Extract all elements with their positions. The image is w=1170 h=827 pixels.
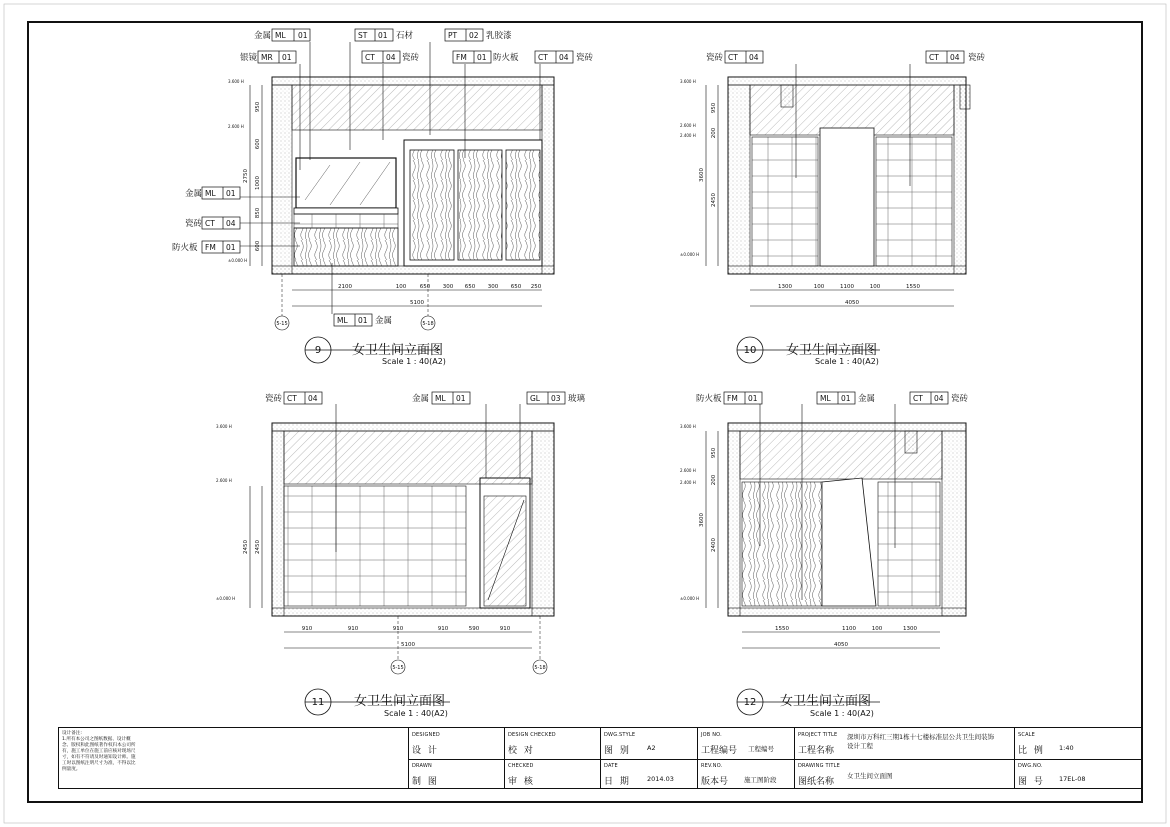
tag-11-ct04 — [265, 392, 322, 404]
tag-code: FM — [727, 394, 738, 403]
tag-prefix: 防火板 — [172, 243, 198, 253]
dwgno-value: 17EL-08 — [1059, 775, 1086, 783]
design-check-label: 校 对 — [508, 746, 535, 756]
scale-value: 1:40 — [1059, 744, 1074, 752]
project-value: 深圳市万科红三期1栋十七楼标准层公共卫生间装饰设计工程 — [847, 733, 995, 750]
tag-9-left-ml01 — [185, 187, 240, 199]
view-scale-12: Scale 1 : 40(A2) — [810, 709, 874, 718]
tag-code: CT — [538, 53, 548, 62]
dim-12-b2: 100 — [871, 626, 883, 632]
design-check-caption: DESIGN CHECKED — [508, 732, 556, 738]
scale-caption: SCALE — [1018, 732, 1036, 738]
tag-code: ML — [337, 316, 348, 325]
tag-suffix: 乳胶漆 — [486, 31, 512, 41]
tag-code: ML — [205, 189, 216, 198]
design-notes — [62, 731, 138, 773]
tag-suffix: 瓷砖 — [968, 53, 986, 63]
style-date-cell — [601, 728, 698, 788]
tag-code: CT — [913, 394, 923, 403]
title-block-divider — [409, 759, 1141, 760]
tag-num: 02 — [469, 31, 479, 40]
elevation-view-11 — [250, 404, 554, 674]
tag-num: 01 — [358, 316, 368, 325]
tag-prefix: 瓷砖 — [706, 53, 724, 63]
level-11-0: 3.600 H — [216, 424, 232, 429]
title-block — [58, 727, 1142, 789]
designed-caption: DESIGNED — [412, 732, 440, 738]
view-number-11: 11 — [311, 697, 325, 708]
tag-suffix: 金属 — [375, 316, 393, 326]
tag-code: ML — [435, 394, 446, 403]
tag-10-ct04b — [926, 51, 986, 63]
date-label: 日 期 — [604, 777, 631, 787]
tag-code: FM — [456, 53, 467, 62]
tag-11-gl03 — [527, 392, 586, 404]
dim-9-v5: 2750 — [243, 169, 249, 183]
drawing-label: 图纸名称 — [798, 777, 835, 787]
job-value: 工程编号 — [748, 745, 774, 753]
dim-9-v2: 1000 — [255, 176, 261, 190]
tag-num: 04 — [386, 53, 396, 62]
tag-num: 04 — [559, 53, 569, 62]
level-12-1: 2.600 H — [680, 468, 696, 473]
drawn-caption: DRAWN — [412, 763, 432, 769]
tag-code: ML — [275, 31, 286, 40]
dim-10-total: 4050 — [845, 300, 859, 306]
level-11-2: ±0.000 H — [216, 596, 236, 601]
tag-9-st01 — [355, 29, 414, 41]
dim-9-b3: 300 — [442, 284, 454, 290]
dim-11-v1: 2450 — [243, 540, 249, 554]
dim-9-b6: 650 — [510, 284, 522, 290]
tag-9-bottom-ml01 — [334, 314, 392, 326]
level-11-1: 2.600 H — [216, 478, 232, 483]
dim-12-v0: 950 — [711, 447, 717, 459]
tag-code: CT — [365, 53, 375, 62]
level-12-2: 2.400 H — [680, 480, 696, 485]
level-9-1: 2.600 H — [228, 124, 244, 129]
dim-10-v1: 200 — [711, 127, 717, 139]
tag-12-ct04 — [910, 392, 969, 404]
dim-12-b3: 1300 — [903, 626, 917, 632]
notes-body: 1.所有本公司之图纸数据、设计概念、版权和此图纸著作权归本公司所有，施工单位在施工前应核对现场尺寸，如有不符请及时通知设计师。施工时以图纸注明尺寸为准，不得以比例量度。 — [62, 737, 136, 772]
axis-label-11a: 5-15 — [392, 665, 404, 671]
level-10-0: 3.600 H — [680, 79, 696, 84]
tag-9-fm01 — [453, 51, 519, 63]
tag-code: CT — [287, 394, 297, 403]
tag-12-ml01 — [817, 392, 875, 404]
tag-num: 01 — [378, 31, 388, 40]
scale-dwgno-cell — [1015, 728, 1141, 788]
view-title-11: 女卫生间立面图 — [354, 694, 446, 709]
dwgno-label: 图 号 — [1018, 777, 1045, 787]
dim-9-v4: 600 — [255, 240, 261, 252]
tag-num: 01 — [226, 189, 236, 198]
dim-12-b0: 1550 — [775, 626, 789, 632]
view-title-9: 女卫生间立面图 — [352, 343, 444, 358]
tag-code: ML — [820, 394, 831, 403]
dim-11-b0: 910 — [301, 626, 313, 632]
dim-10-v3: 2450 — [711, 193, 717, 207]
dim-12-total: 4050 — [834, 642, 848, 648]
view-number-12: 12 — [743, 697, 757, 708]
date-value: 2014.03 — [647, 775, 674, 783]
dim-11-b2: 910 — [392, 626, 404, 632]
tag-9-mr01 — [240, 51, 296, 63]
dim-9-b0: 2100 — [338, 284, 352, 290]
rev-value: 施工图阶段 — [744, 776, 777, 784]
level-10-2: 2.400 H — [680, 133, 696, 138]
tag-suffix: 金属 — [858, 394, 876, 404]
dim-9-v1: 600 — [255, 138, 261, 150]
project-cell — [795, 728, 1015, 788]
tag-suffix: 瓷砖 — [402, 53, 420, 63]
tag-9-ct04 — [362, 51, 420, 63]
tag-prefix: 金属 — [254, 31, 272, 41]
tag-prefix: 金属 — [185, 189, 203, 199]
elevation-view-12 — [706, 404, 966, 648]
tag-12-fm01 — [696, 392, 762, 404]
tag-num: 01 — [282, 53, 292, 62]
dim-10-v2: 3600 — [699, 168, 705, 182]
designer-cell — [409, 728, 505, 788]
tag-9-left-fm01 — [172, 241, 240, 253]
notes-cell — [59, 728, 409, 788]
tag-11-ml01 — [412, 392, 470, 404]
view-title-10: 女卫生间立面图 — [786, 343, 878, 358]
level-12-3: ±0.000 H — [680, 596, 700, 601]
project-label: 工程名称 — [798, 746, 835, 756]
tag-code: ST — [358, 31, 368, 40]
tag-suffix: 玻璃 — [568, 394, 586, 404]
dim-11-total: 5100 — [401, 642, 415, 648]
dim-9-b4: 650 — [464, 284, 476, 290]
level-12-0: 3.600 H — [680, 424, 696, 429]
tag-suffix: 瓷砖 — [576, 53, 594, 63]
dim-9-v3: 850 — [255, 207, 261, 219]
level-10-3: ±0.000 H — [680, 252, 700, 257]
view-number-10: 10 — [743, 345, 757, 356]
tag-num: 04 — [226, 219, 236, 228]
checker-cell — [505, 728, 601, 788]
tag-9-pt02 — [445, 29, 512, 41]
dim-12-v2: 3600 — [699, 513, 705, 527]
tag-code: GL — [530, 394, 540, 403]
job-caption: JOB NO. — [701, 732, 722, 738]
tag-num: 01 — [477, 53, 487, 62]
dim-9-total: 5100 — [410, 300, 424, 306]
drawing-value: 女卫生间立面图 — [847, 772, 893, 780]
tag-suffix: 瓷砖 — [951, 394, 969, 404]
axis-label-9b: 5-18 — [422, 321, 434, 327]
dwg-style-value: A2 — [647, 744, 656, 752]
tag-9-left-ct04 — [185, 217, 240, 229]
tag-code: CT — [929, 53, 939, 62]
dim-9-b1: 100 — [395, 284, 407, 290]
tag-code: MR — [261, 53, 273, 62]
tag-suffix: 石材 — [396, 31, 414, 41]
drawn-label: 制 图 — [412, 777, 439, 787]
rev-caption: REV.NO. — [701, 763, 723, 769]
elevation-view-10 — [706, 64, 970, 306]
dim-11-b4: 590 — [468, 626, 480, 632]
tag-num: 04 — [308, 394, 318, 403]
dwg-style-caption: DWG.STYLE — [604, 732, 636, 738]
dim-12-v3: 2400 — [711, 538, 717, 552]
view-scale-11: Scale 1 : 40(A2) — [384, 709, 448, 718]
dim-10-b3: 100 — [869, 284, 881, 290]
tag-num: 04 — [950, 53, 960, 62]
tag-9-ml01 — [254, 29, 310, 41]
tag-prefix: 防火板 — [696, 394, 722, 404]
view-title-12: 女卫生间立面图 — [780, 694, 872, 709]
job-rev-cell — [698, 728, 795, 788]
dim-9-b7: 250 — [530, 284, 542, 290]
dim-10-b1: 100 — [813, 284, 825, 290]
tag-9-ct04b — [535, 51, 594, 63]
notes-title: 设计备注: — [62, 731, 82, 736]
tag-prefix: 银镜 — [240, 53, 258, 63]
date-caption: DATE — [604, 763, 618, 769]
dim-11-b1: 910 — [347, 626, 359, 632]
tag-prefix: 瓷砖 — [265, 394, 283, 404]
dim-10-b4: 1550 — [906, 284, 920, 290]
view-scale-9: Scale 1 : 40(A2) — [382, 357, 446, 366]
tag-num: 01 — [748, 394, 758, 403]
dim-10-v0: 950 — [711, 102, 717, 114]
tag-code: FM — [205, 243, 216, 252]
scale-label: 比 例 — [1018, 746, 1045, 756]
dim-12-v1: 200 — [711, 474, 717, 486]
view-scale-10: Scale 1 : 40(A2) — [815, 357, 879, 366]
tag-10-ct04 — [706, 51, 763, 63]
tag-num: 01 — [456, 394, 466, 403]
tag-suffix: 防火板 — [493, 53, 519, 63]
dim-10-b2: 1100 — [840, 284, 854, 290]
dim-9-b5: 300 — [487, 284, 499, 290]
tag-num: 04 — [934, 394, 944, 403]
level-10-1: 2.600 H — [680, 123, 696, 128]
tag-code: CT — [728, 53, 738, 62]
tag-num: 04 — [749, 53, 759, 62]
job-label: 工程编号 — [701, 746, 738, 756]
project-caption: PROJECT TITLE — [798, 732, 838, 738]
tag-num: 03 — [551, 394, 561, 403]
checked-caption: CHECKED — [508, 763, 534, 769]
level-9-0: 3.600 H — [228, 79, 244, 84]
axis-label-9a: 5-15 — [276, 321, 288, 327]
dim-9-b2: 650 — [419, 284, 431, 290]
level-9-2: ±0.000 H — [228, 258, 248, 263]
dim-11-v0: 2450 — [255, 540, 261, 554]
tag-code: PT — [448, 31, 458, 40]
checked-label: 审 核 — [508, 777, 535, 787]
dim-9-v0: 950 — [255, 101, 261, 113]
tag-num: 01 — [841, 394, 851, 403]
rev-label: 版本号 — [701, 777, 729, 787]
dim-12-b1: 1100 — [842, 626, 856, 632]
drawing-caption: DRAWING TITLE — [798, 763, 841, 769]
dim-10-b0: 1300 — [778, 284, 792, 290]
dwgno-caption: DWG.NO. — [1018, 763, 1043, 769]
dwg-style-label: 图 别 — [604, 746, 631, 756]
dim-11-b3: 910 — [437, 626, 449, 632]
designed-label: 设 计 — [412, 746, 439, 756]
view-number-9: 9 — [314, 345, 322, 356]
axis-label-11b: 5-18 — [534, 665, 546, 671]
tag-prefix: 金属 — [412, 394, 430, 404]
tag-num: 01 — [298, 31, 308, 40]
tag-num: 01 — [226, 243, 236, 252]
dim-11-b5: 910 — [499, 626, 511, 632]
tag-code: CT — [205, 219, 215, 228]
tag-prefix: 瓷砖 — [185, 219, 203, 229]
